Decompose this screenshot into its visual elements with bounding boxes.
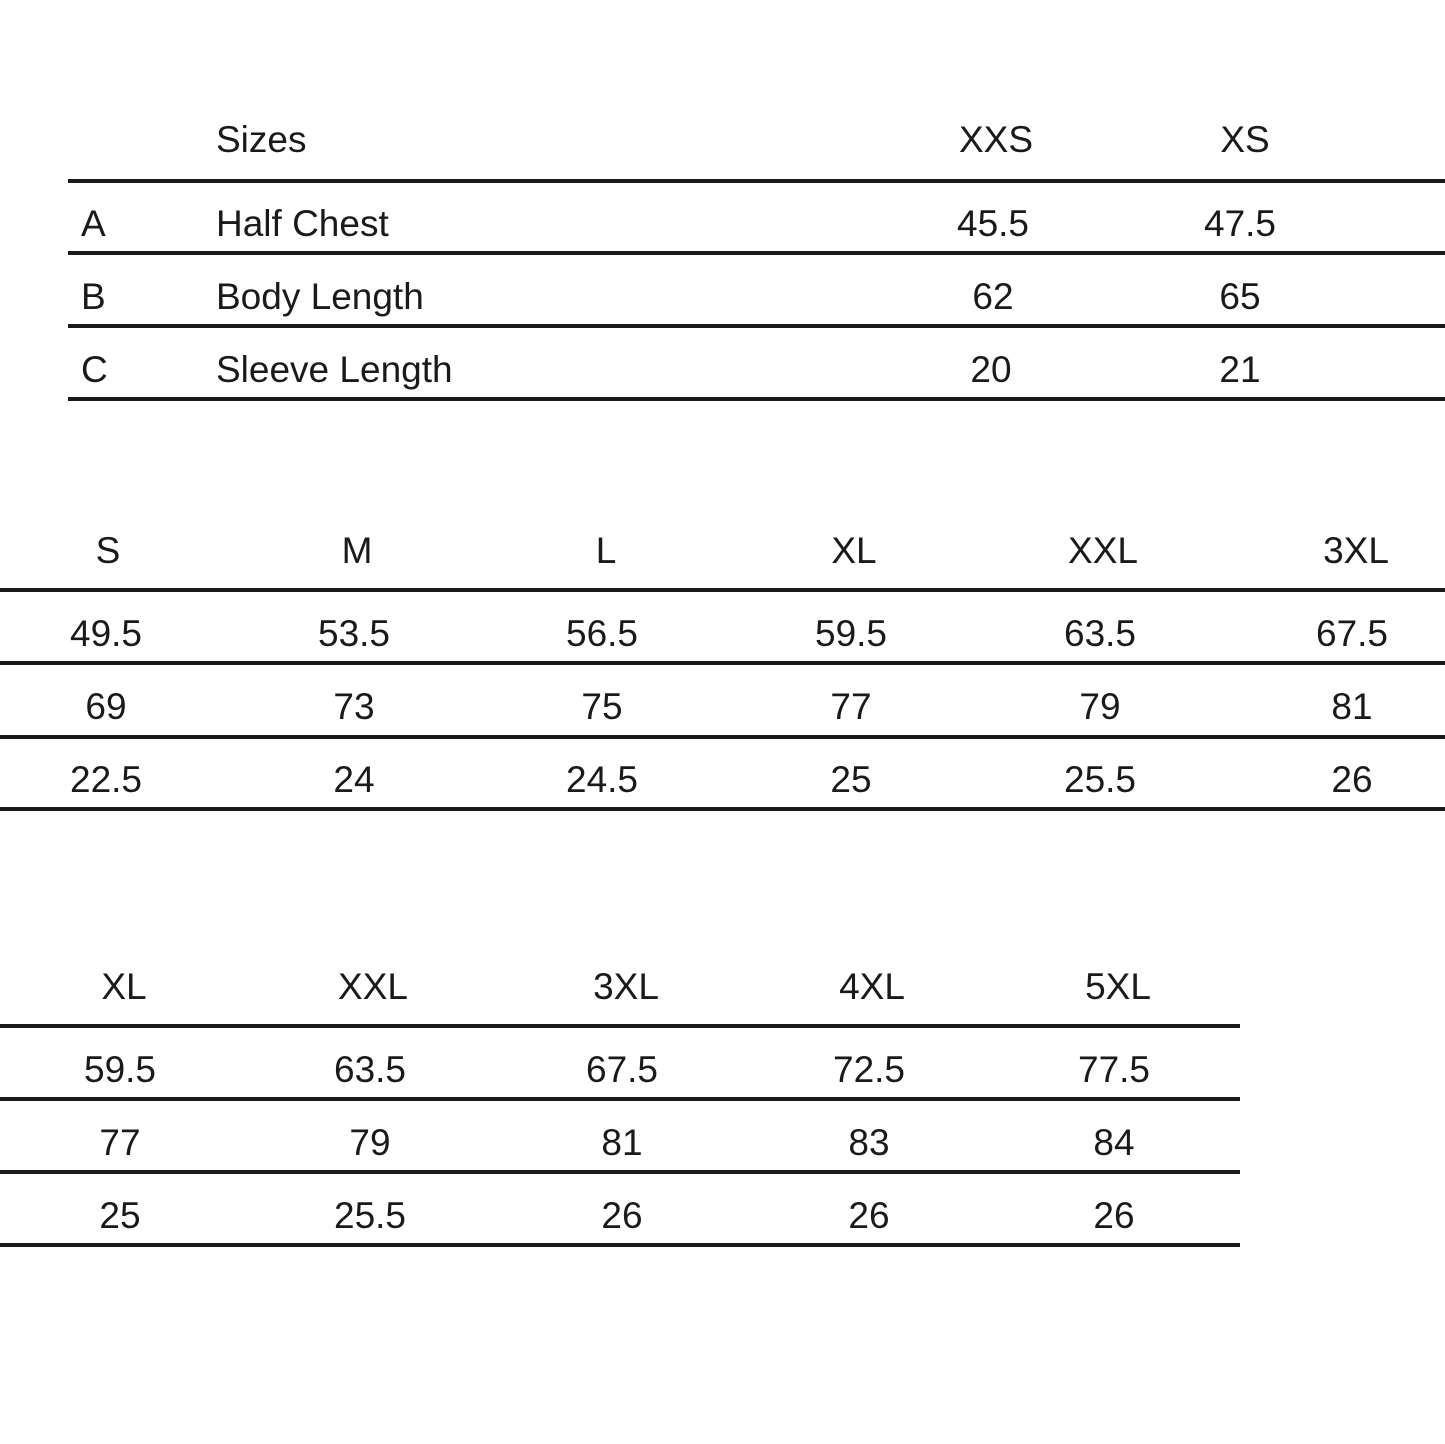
row-value: 20 [970,349,1012,390]
row-value: 77.5 [1077,1049,1151,1090]
table3-row-sleeve-length [0,1196,1240,1236]
row-value: 77 [830,686,872,727]
table3-header-size: 5XL [1085,966,1151,1007]
row-label: Sleeve Length [216,349,453,390]
row-label: Body Length [216,276,424,317]
row-value: 67.5 [1315,613,1389,654]
row-letter: A [81,203,106,244]
row-value: 26 [601,1195,643,1236]
row-value: 73 [333,686,375,727]
row-value: 25.5 [1063,759,1137,800]
row-value: 25 [99,1195,141,1236]
row-value: 79 [349,1122,391,1163]
row-value: 26 [848,1195,890,1236]
row-value: 65 [1219,276,1261,317]
row-value: 59.5 [83,1049,157,1090]
row-value: 56.5 [565,613,639,654]
row-value: 81 [1331,686,1373,727]
row-letter: B [81,276,106,317]
row-value: 63.5 [1063,613,1137,654]
row-value: 83 [848,1122,890,1163]
row-value: 75 [581,686,623,727]
table2-header-size: M [341,530,373,571]
table1-header-size: XXS [958,119,1034,160]
row-value: 45.5 [956,203,1030,244]
table3-header-size: XXL [338,966,408,1007]
table3-row-body-length [0,1123,1240,1163]
table3-header-size: 3XL [593,966,659,1007]
row-value: 53.5 [317,613,391,654]
table3-row-rule [0,1243,1240,1247]
row-value: 69 [85,686,127,727]
table2-header-size: S [95,530,121,571]
row-label: Half Chest [216,203,389,244]
row-value: 25 [830,759,872,800]
row-value: 67.5 [585,1049,659,1090]
row-value: 24.5 [565,759,639,800]
table3-header-row [0,967,1240,1007]
row-value: 49.5 [69,613,143,654]
row-value: 59.5 [814,613,888,654]
row-value: 62 [972,276,1014,317]
row-value: 47.5 [1203,203,1277,244]
row-letter: C [81,349,108,390]
row-value: 77 [99,1122,141,1163]
table2-header-size: 3XL [1323,530,1389,571]
table3-row-rule [0,1170,1240,1174]
table3-header-size: XL [101,966,147,1007]
row-value: 79 [1079,686,1121,727]
row-value: 63.5 [333,1049,407,1090]
row-value: 24 [333,759,375,800]
table2-header-size: L [595,530,617,571]
table3-row-half-chest [0,1050,1240,1090]
row-value: 72.5 [832,1049,906,1090]
row-value: 26 [1093,1195,1135,1236]
table3-header-size: 4XL [839,966,905,1007]
row-value: 25.5 [333,1195,407,1236]
table2-header-size: XXL [1068,530,1138,571]
row-value: 21 [1219,349,1261,390]
row-value: 22.5 [69,759,143,800]
row-value: 84 [1093,1122,1135,1163]
table3-row-rule [0,1097,1240,1101]
table2-header-size: XL [831,530,877,571]
table1-header-label: Sizes [216,119,307,160]
row-value: 26 [1331,759,1373,800]
table1-header-size: XS [1220,119,1270,160]
row-value: 81 [601,1122,643,1163]
table3-header-rule [0,1024,1240,1028]
